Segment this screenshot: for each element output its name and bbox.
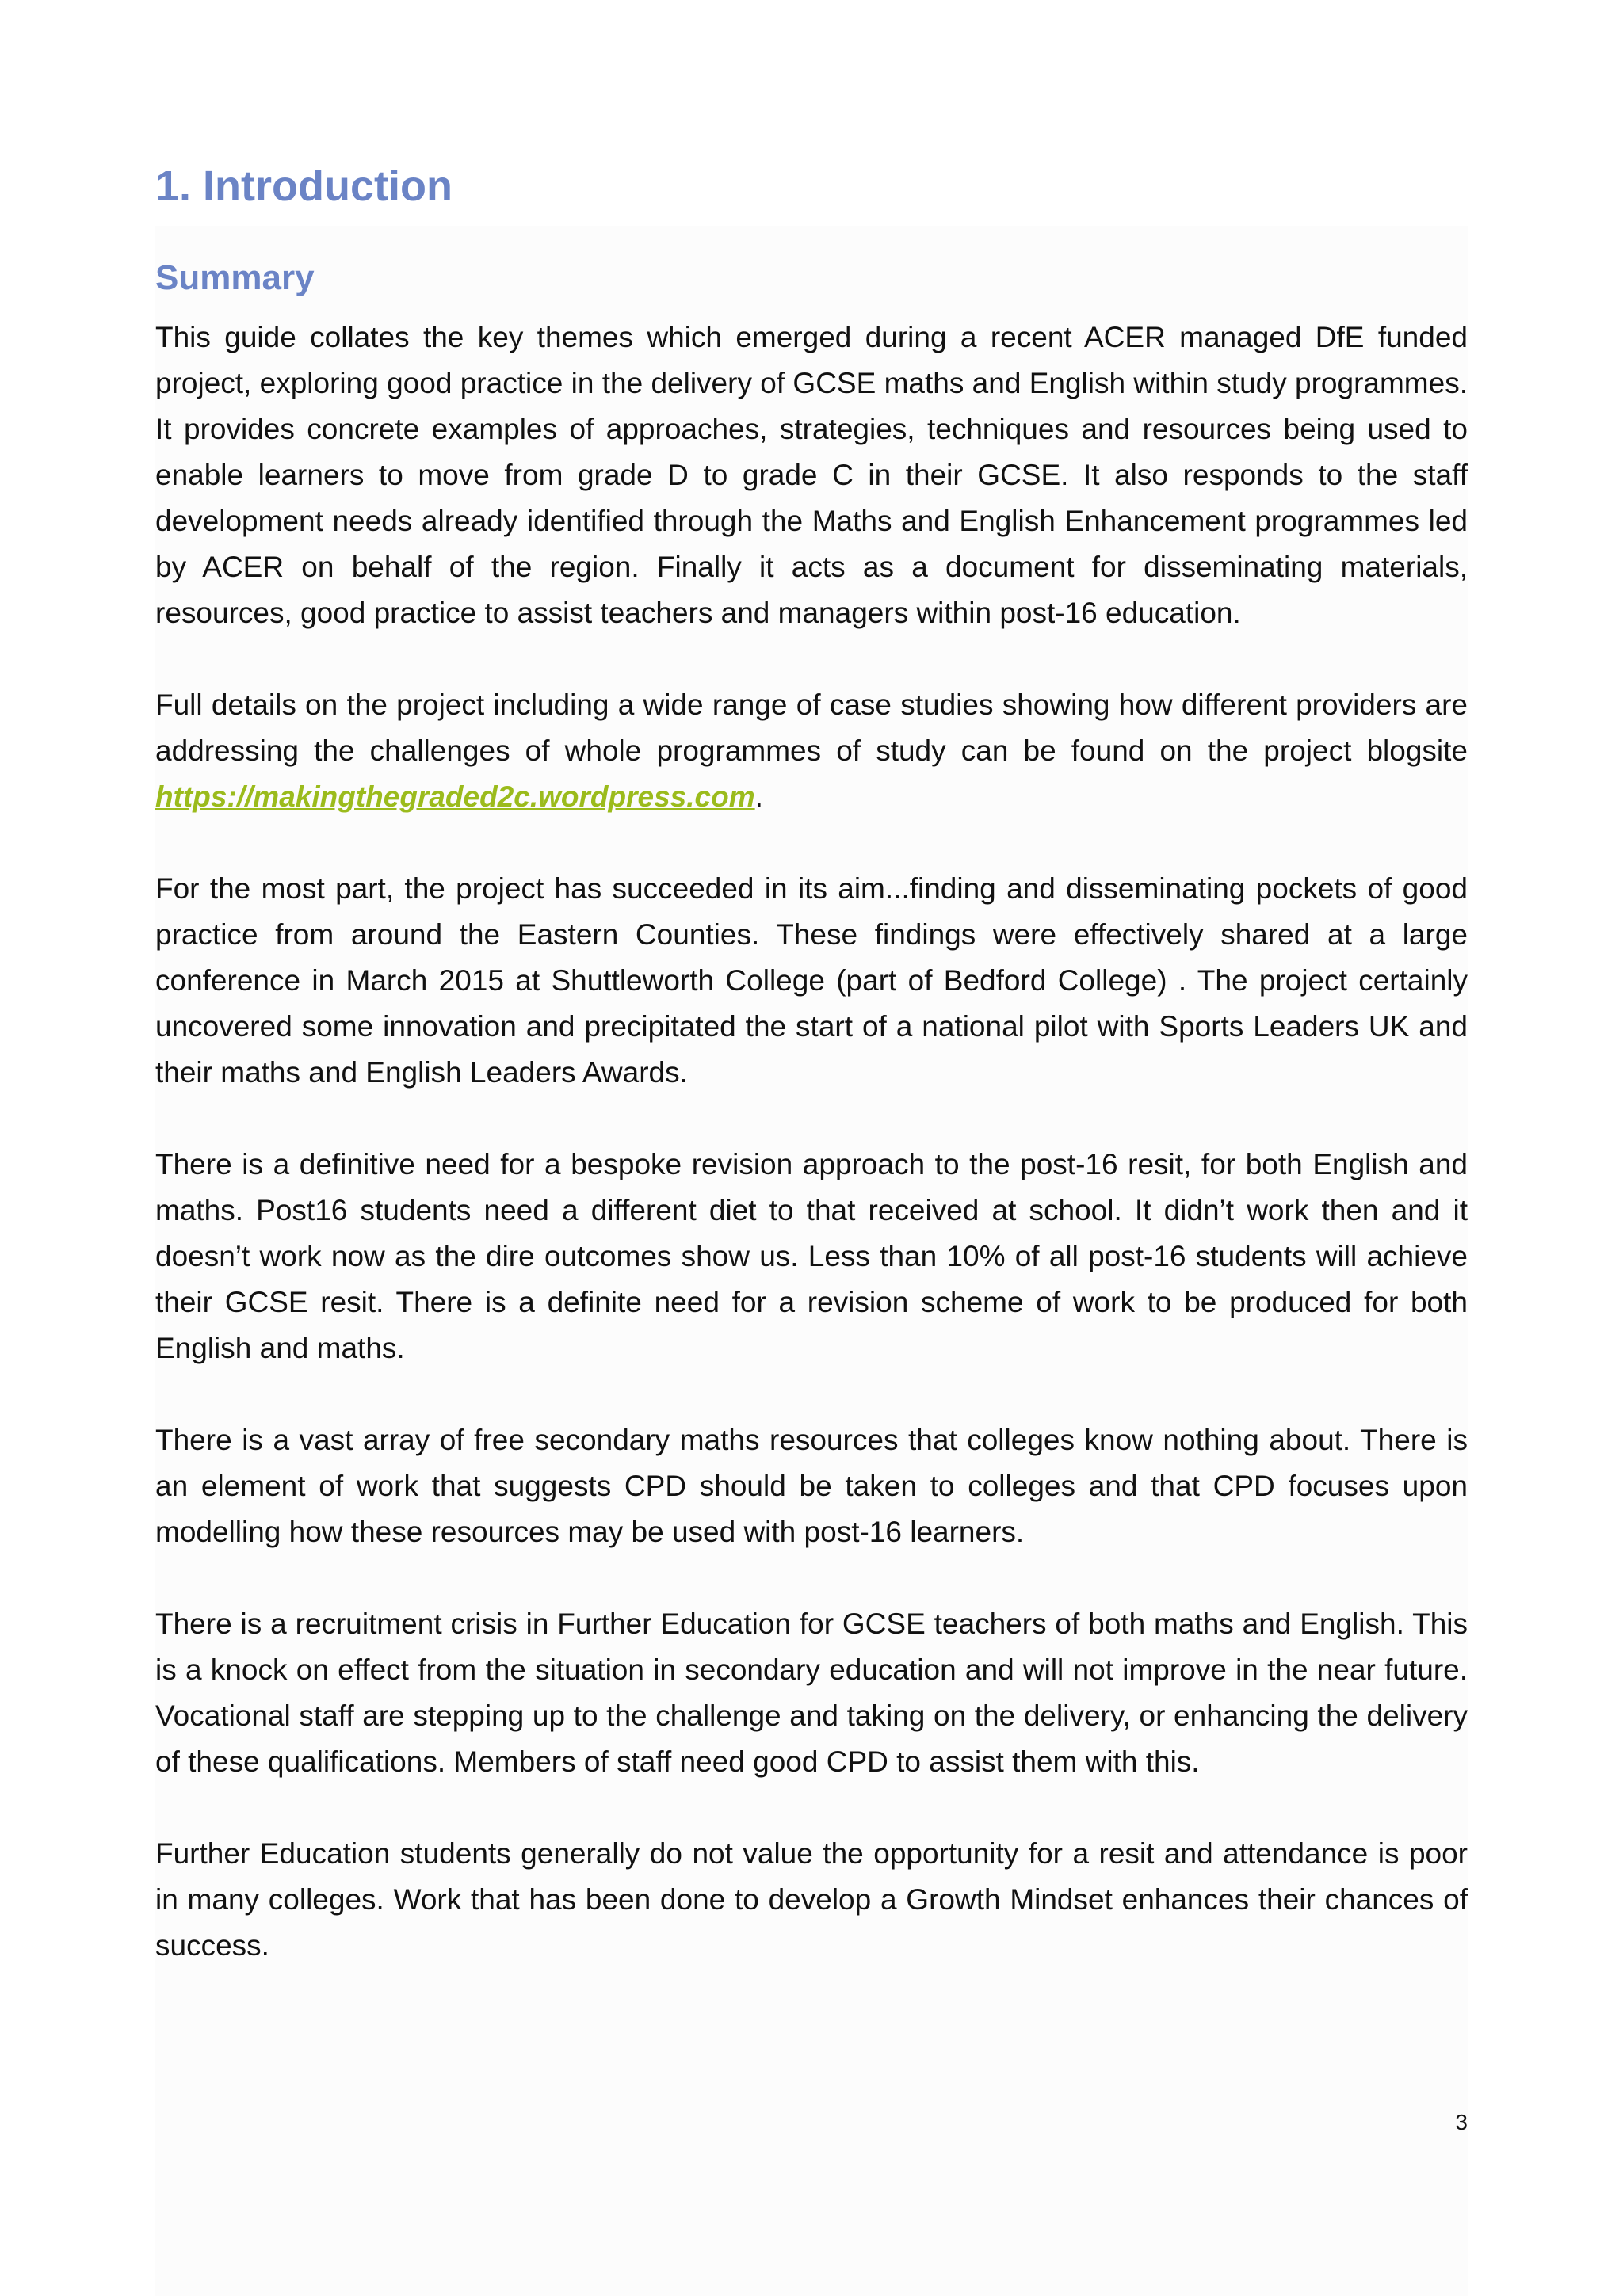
paragraph-maths-resources: There is a vast array of free secondary maths resources that colleges know nothing about. There is an element of work that suggests CPD should be taken to colleges and that CPD focuses upon modelling how these resources may be used with post-16 learners. <box>155 1424 1468 1548</box>
paragraph-project-details <box>155 682 1468 820</box>
paragraph-guide-overview: This guide collates the key themes which emerged during a recent ACER managed DfE funded project, exploring good practice in the delivery of GCSE maths and English within study programmes. It provides concrete examples of approaches, strategies, techniques and resources being used to enable learners to move from grade D to grade C in their GCSE. It also responds to the staff development needs already identified through the Maths and English Enhancement programmes led by ACER on behalf of the region. Finally it acts as a document for disseminating materials, resources, good practice to assist teachers and managers within post-16 education. <box>155 321 1468 629</box>
paragraph-recruitment-crisis: There is a recruitment crisis in Further Education for GCSE teachers of both maths and English. This is a knock on effect from the situation in secondary education and will not improve in the near future. Vocational staff are stepping up to the challenge and taking on the delivery, or enhancing the delivery of these qualifications. Members of staff need good CPD to assist them with this. <box>155 1608 1468 1778</box>
page-number: 3 <box>1455 2110 1468 2134</box>
project-blogsite-link[interactable]: https://makingthegraded2c.wordpress.com <box>155 780 755 813</box>
project-details-text: Full details on the project including a wide range of case studies showing how different providers are addressing the challenges of whole programmes of study can be found on the project blogsite <box>155 688 1468 767</box>
paragraph-student-attendance: Further Education students generally do not value the opportunity for a resit and attendance is poor in many colleges. Work that has been done to develop a Growth Mindset enhances their chances of success. <box>155 1837 1468 1962</box>
summary-subheading: Summary <box>155 258 315 297</box>
paragraph-project-success: For the most part, the project has succeeded in its aim...finding and disseminating pockets of good practice from around the Eastern Counties. These findings were effectively shared at a large conference in March 2015 at Shuttleworth College (part of Bedford College) . The project certainly uncovered some innovation and precipitated the start of a national pilot with Sports Leaders UK and their maths and English Leaders Awards. <box>155 872 1468 1089</box>
section-heading: 1. Introduction <box>155 162 453 210</box>
link-suffix: . <box>754 780 763 813</box>
document-content <box>155 154 1468 1969</box>
paragraph-revision-need: There is a definitive need for a bespoke revision approach to the post-16 resit, for both English and maths. Post16 students need a different diet to that received at school. It didn’t work then and it doesn’t work now as the dire outcomes show us. Less than 10% of all post-16 students will achieve their GCSE resit. There is a definite need for a revision scheme of work to be produced for both English and maths. <box>155 1148 1468 1364</box>
